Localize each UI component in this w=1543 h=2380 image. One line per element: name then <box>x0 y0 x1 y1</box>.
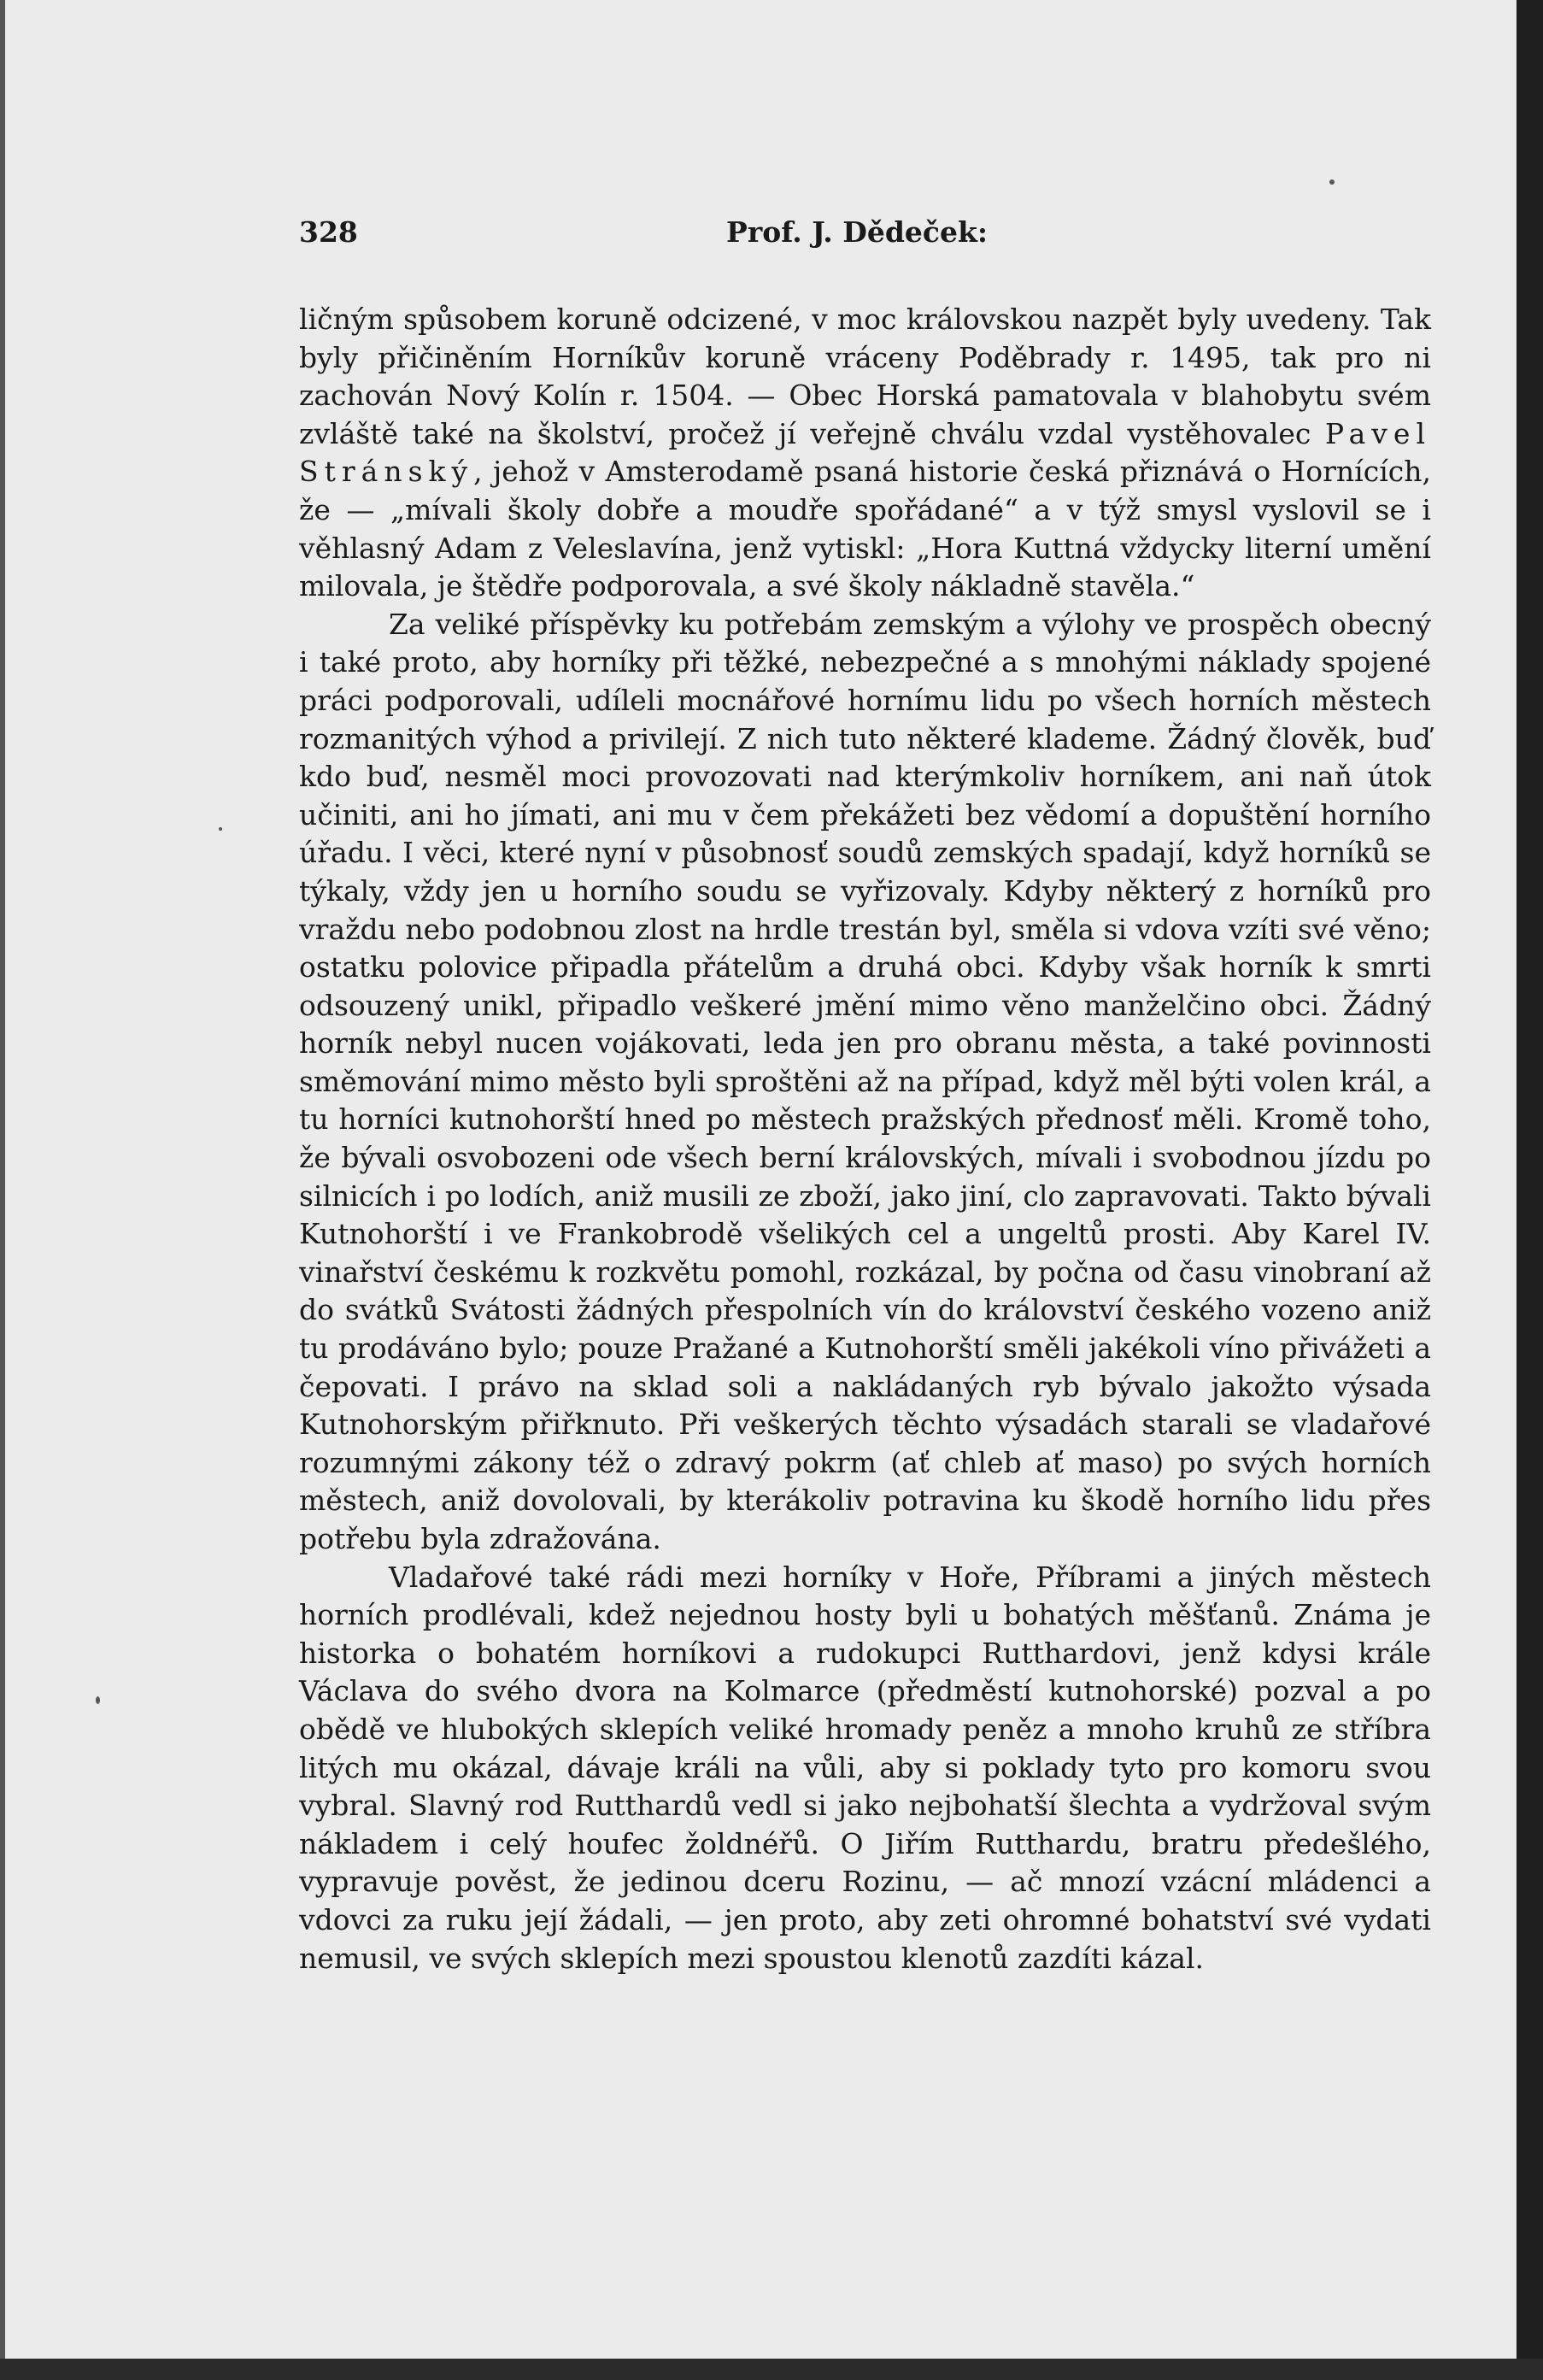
running-head: Prof. J. Dědeček: <box>726 215 989 249</box>
page-header <box>299 215 1431 253</box>
paragraph: Vladařové také rádi mezi horníky v Hoře, Příbrami a jiných městech horních prodlévali, kdež nejednou hosty byli u bohatých měšťanů. Známa je historka o bohatém horníkovi a rudokupci Rutthardovi, jenž kdysi krále Václava do svého dvora na Kolmarce (předměstí kutnohorské) pozval a po obědě ve hlubokých sklepích veliké hromady peněz a mnoho kruhů ze stříbra litých mu okázal, dávaje králi na vůli, aby si poklady tyto pro komoru svou vybral. Slavný rod Rutthardů vedl si jako nejbohatší šlechta a vydržoval svým nákladem i celý houfec žoldnéřů. O Jiřím Rutthardu, bratru předešlého, vypravuje pověst, že jedinou dceru Rozinu, — ač mnozí vzácní mládenci a vdovci za ruku její žádali, — jen proto, aby zeti ohromné bohatství své vydati nemusil, ve svých sklepích mezi spoustou klenotů zazdíti kázal. <box>299 1560 1431 1975</box>
paragraph-text: , jehož v Amsterodamě psaná historie česká přiznává o Hornících, že — „mívali školy dobře a moudře spořádané“ a v týž smysl vyslovil se i věhlasný Adam z Veleslavína, jenž vytiskl: „Hora Kuttná vždycky literní umění milovala, je štědře podporovala, a své školy nákladně stavěla.“ <box>299 455 1431 603</box>
paragraph-text: ličným spůsobem koruně odcizené, v moc královskou nazpět byly uvedeny. Tak byly přičiněním Horníkův koruně vráceny Poděbrady r. 1495, tak pro ni zachován Nový Kolín r. 1504. — Obec Horská pamatovala v blahobytu svém zvláště také na školství, pročež jí veřejně chválu vzdal vystěhovalec <box>299 303 1431 450</box>
page-number: 328 <box>299 215 358 249</box>
body-text <box>299 301 1431 1977</box>
paragraph: Za veliké příspěvky ku potřebám zemským a výlohy ve prospěch obecný i také proto, aby horníky při těžké, nebezpečné a s mnohými náklady spojené práci podporovali, udíleli mocnářové hornímu lidu po všech horních městech rozmanitých výhod a privilejí. Z nich tuto některé klademe. Žádný člověk, buď kdo buď, nesměl moci provozovati nad kterýmkoliv horníkem, ani naň útok učiniti, ani ho jímati, ani mu v čem překážeti bez vědomí a dopuštění horního úřadu. I věci, které nyní v působnosť soudů zemských spadají, když horníků se týkaly, vždy jen u horního soudu se vyřizovaly. Kdyby některý z horníků pro vraždu nebo podobnou zlost na hrdle trestán byl, směla si vdova vzíti své věno; ostatku polovice připadla přátelům a druhá obci. Kdyby však horník k smrti odsouzený unikl, připadlo veškeré jmění mimo věno manželčino obci. Žádný horník nebyl nucen vojákovati, leda jen pro obranu města, a také povinnosti směmování mimo město byli sproštěni až na případ, když měl býti volen král, a tu horníci kutnohorští hned po městech pražských přednosť měli. Kromě toho, že bývali osvobozeni ode všech berní královských, mívali i svobodnou jízdu po silnicích i po lodích, aniž musili ze zboží, jako jiní, clo zapravovati. Takto bývali Kutnohorští i ve Frankobrodě všelikých cel a ungeltů prosti. Aby Karel IV. vinařství českému k rozkvětu pomohl, rozkázal, by počna od času vinobraní až do svátků Svátosti žádných přespolních vín do království českého vozeno aniž tu prodáváno bylo; pouze Pražané a Kutnohorští směli jakékoli víno přivážeti a čepovati. I právo na sklad soli a nakládaných ryb bývalo jakožto výsada Kutnohorským přiřknuto. Při veškerých těchto výsadách starali se vladařové rozumnými zákony též o zdravý pokrm (ať chleb ať maso) po svých horních městech, aniž dovolovali, by kterákoliv potravina ku škodě horního lidu přes potřebu byla zdražována. <box>299 607 1431 1555</box>
paragraph <box>299 301 1431 606</box>
spaced-name: Pavel Stránský <box>299 416 1431 489</box>
